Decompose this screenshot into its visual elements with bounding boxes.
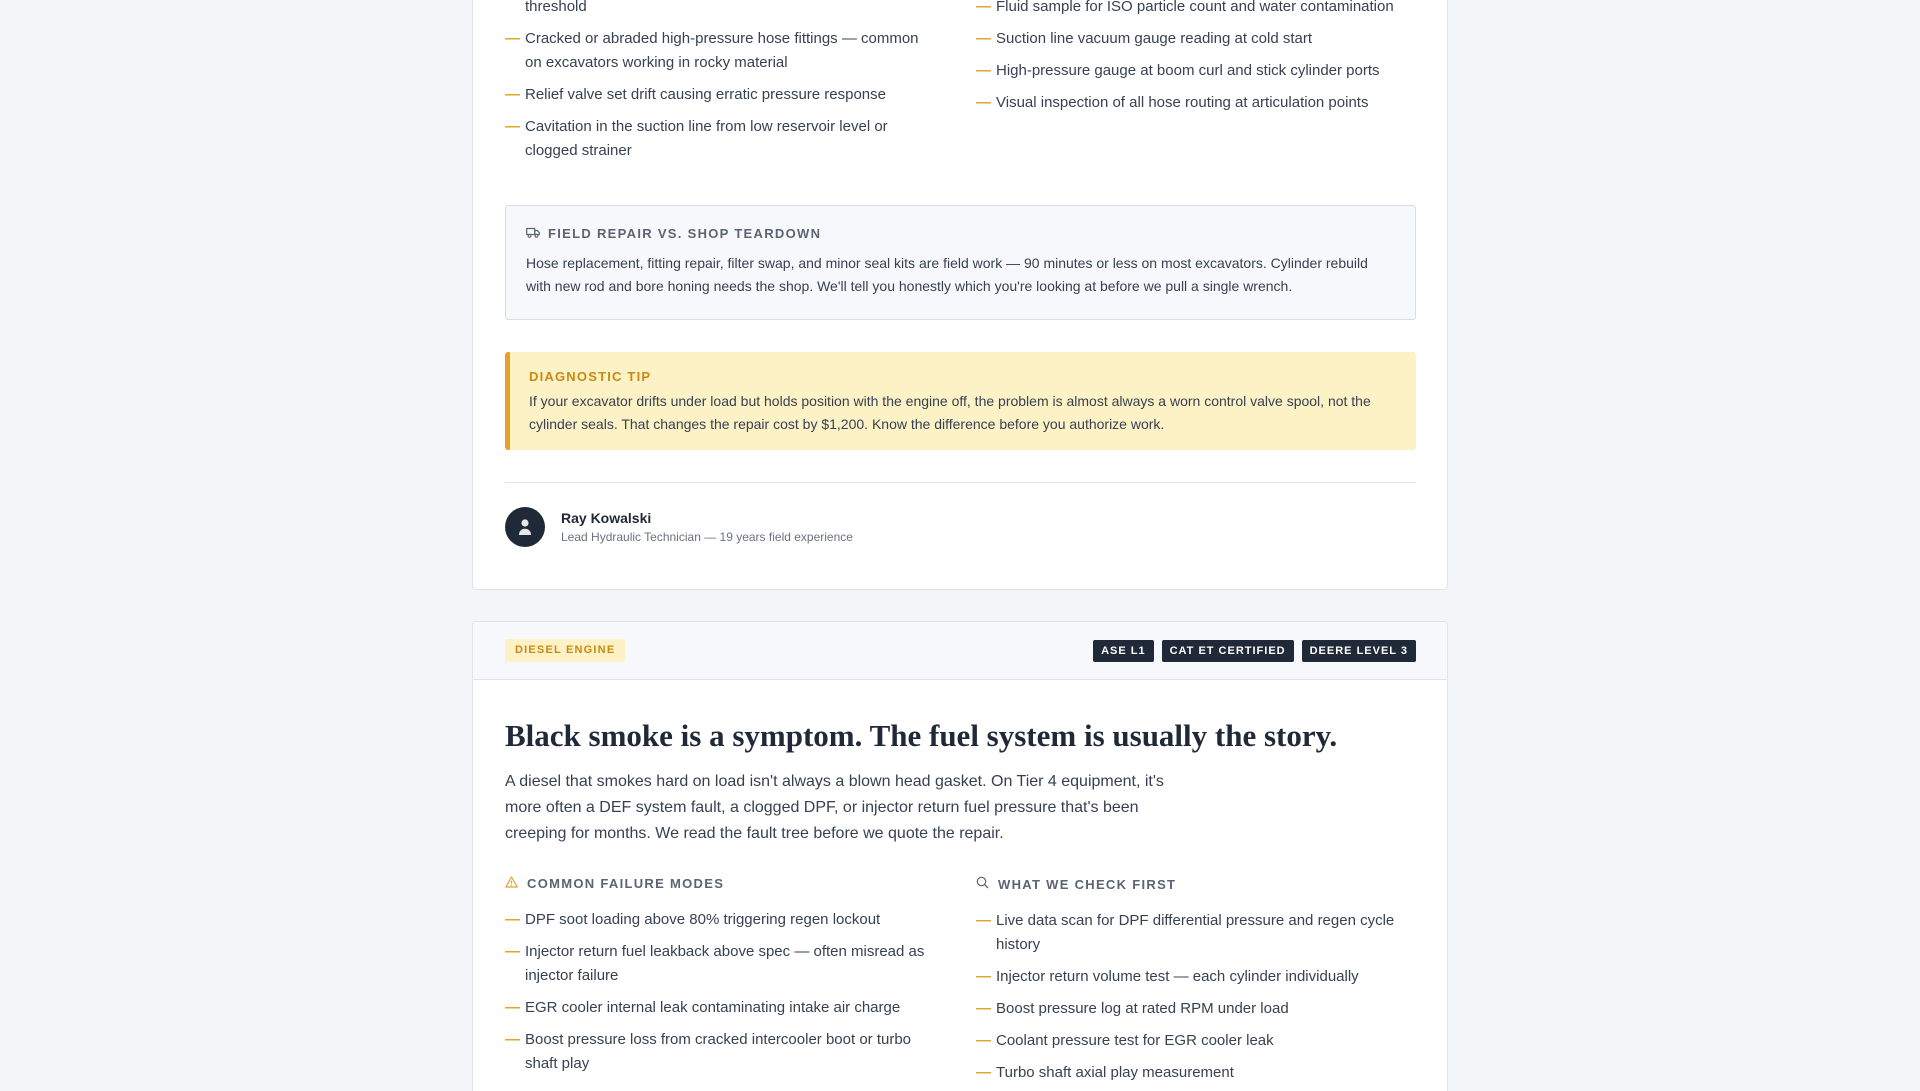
check-item: [976, 91, 1416, 115]
user-icon: [517, 518, 533, 536]
checks-heading-text: WHAT WE CHECK FIRST: [998, 876, 1177, 892]
avatar: [505, 507, 545, 547]
warning-icon: [505, 876, 518, 891]
failure-item-text: Boost pressure loss from cracked intercooler boot or turbo shaft play: [525, 1031, 912, 1072]
divider: [505, 482, 1416, 483]
check-item-text: Visual inspection of all hose routing at articulation points: [996, 94, 1369, 111]
failure-item-continued: threshold: [525, 0, 587, 15]
failure-item: [505, 27, 933, 75]
failure-item: [505, 940, 933, 988]
author-role: Lead Hydraulic Technician — 19 years field experience: [561, 530, 853, 544]
check-item-text: Live data scan for DPF differential pressure and regen cycle history: [996, 912, 1395, 953]
check-item-text: High-pressure gauge at boom curl and stick cylinder ports: [996, 62, 1380, 79]
failure-item-text: EGR cooler internal leak contaminating intake air charge: [525, 999, 901, 1016]
check-item: [976, 965, 1416, 989]
truck-icon: [526, 226, 540, 241]
card-lede: A diesel that smokes hard on load isn't always a blown head gasket. On Tier 4 equipment, it's more often a DEF system fault, a clogged DPF, or injector return fuel pressure that's been creeping for months. We read the fault tree before we quote the repair.: [505, 773, 1164, 842]
check-item: [976, 59, 1416, 83]
dash-bullet: —: [976, 1064, 991, 1081]
dash-bullet: —: [976, 912, 991, 929]
dash-bullet: —: [505, 911, 520, 928]
dash-bullet: —: [505, 86, 520, 103]
dash-bullet: —: [505, 30, 520, 47]
dash-bullet: —: [505, 999, 520, 1016]
failure-modes-column: [505, 876, 933, 1076]
failure-item: [505, 115, 933, 163]
diesel-service-card: [472, 621, 1448, 1091]
check-item: [976, 0, 1416, 19]
check-item-text: Boost pressure log at rated RPM under load: [996, 1000, 1289, 1017]
certification-badges: [1093, 640, 1416, 662]
category-tag: DIESEL ENGINE: [505, 639, 625, 662]
failure-item-text: Cracked or abraded high-pressure hose fittings — common on excavators working in rocky material: [525, 30, 919, 71]
check-item-text: Suction line vacuum gauge reading at cold start: [996, 30, 1313, 47]
check-item-text: Turbo shaft axial play measurement: [996, 1064, 1234, 1081]
field-repair-title-text: FIELD REPAIR VS. SHOP TEARDOWN: [548, 226, 822, 241]
dash-bullet: —: [505, 118, 520, 135]
checks-heading: [976, 876, 1416, 892]
author-name: Ray Kowalski: [561, 510, 652, 526]
diagnostic-tip-text: If your excavator drifts under load but holds position with the engine off, the problem is almost always a worn control valve spool, not the cylinder seals. That changes the repair cost by $1,200. Know the difference before you authorize work.: [529, 393, 1371, 432]
dash-bullet: —: [976, 30, 991, 47]
dash-bullet: —: [976, 1032, 991, 1049]
certification-badge: CAT ET CERTIFIED: [1162, 640, 1294, 662]
dash-bullet: —: [505, 943, 520, 960]
dash-bullet: —: [976, 1000, 991, 1017]
dash-bullet: —: [505, 1031, 520, 1048]
dash-bullet: —: [976, 94, 991, 111]
check-item: [976, 909, 1416, 957]
field-repair-box: [505, 205, 1416, 320]
hydraulic-service-card: [472, 0, 1448, 590]
card-headline: Black smoke is a symptom. The fuel system is usually the story.: [505, 718, 1338, 753]
failure-modes-heading-text: COMMON FAILURE MODES: [527, 876, 725, 891]
search-icon: [976, 876, 989, 892]
failure-item-text: Cavitation in the suction line from low reservoir level or clogged strainer: [525, 118, 888, 159]
check-item: [976, 997, 1416, 1021]
check-item: [976, 1061, 1416, 1085]
check-item-text: Fluid sample for ISO particle count and water contamination: [996, 0, 1394, 15]
failure-item: [505, 908, 933, 932]
check-item-text: Coolant pressure test for EGR cooler leak: [996, 1032, 1274, 1049]
field-repair-title: [526, 226, 1395, 241]
checks-column: [976, 876, 1416, 1085]
check-item: [976, 1029, 1416, 1053]
diagnostic-tip-box: [505, 352, 1416, 450]
certification-badge: ASE L1: [1093, 640, 1154, 662]
check-item-text: Injector return volume test — each cylinder individually: [996, 968, 1359, 985]
certification-badge: DEERE LEVEL 3: [1302, 640, 1416, 662]
author-block: [505, 507, 853, 547]
dash-bullet: —: [976, 0, 991, 15]
failure-item-text: Relief valve set drift causing erratic pressure response: [525, 86, 886, 103]
failure-item-text: DPF soot loading above 80% triggering regen lockout: [525, 911, 881, 928]
card-header: [473, 622, 1447, 680]
check-item: [976, 27, 1416, 51]
dash-bullet: —: [976, 62, 991, 79]
failure-modes-heading: [505, 876, 933, 891]
failure-item: [505, 83, 933, 107]
failure-item: [505, 1028, 933, 1076]
diagnostic-tip-title: DIAGNOSTIC TIP: [529, 369, 652, 384]
failure-item: [505, 996, 933, 1020]
failure-item-text: Injector return fuel leakback above spec — often misread as injector failure: [525, 943, 925, 984]
dash-bullet: —: [976, 968, 991, 985]
field-repair-text: Hose replacement, fitting repair, filter swap, and minor seal kits are field work — 90 minutes or less on most excavators. Cylinder rebuild with new rod and bore honing needs the shop. We'll tell you honestly which you're looking at before we pull a single wrench.: [526, 255, 1368, 294]
